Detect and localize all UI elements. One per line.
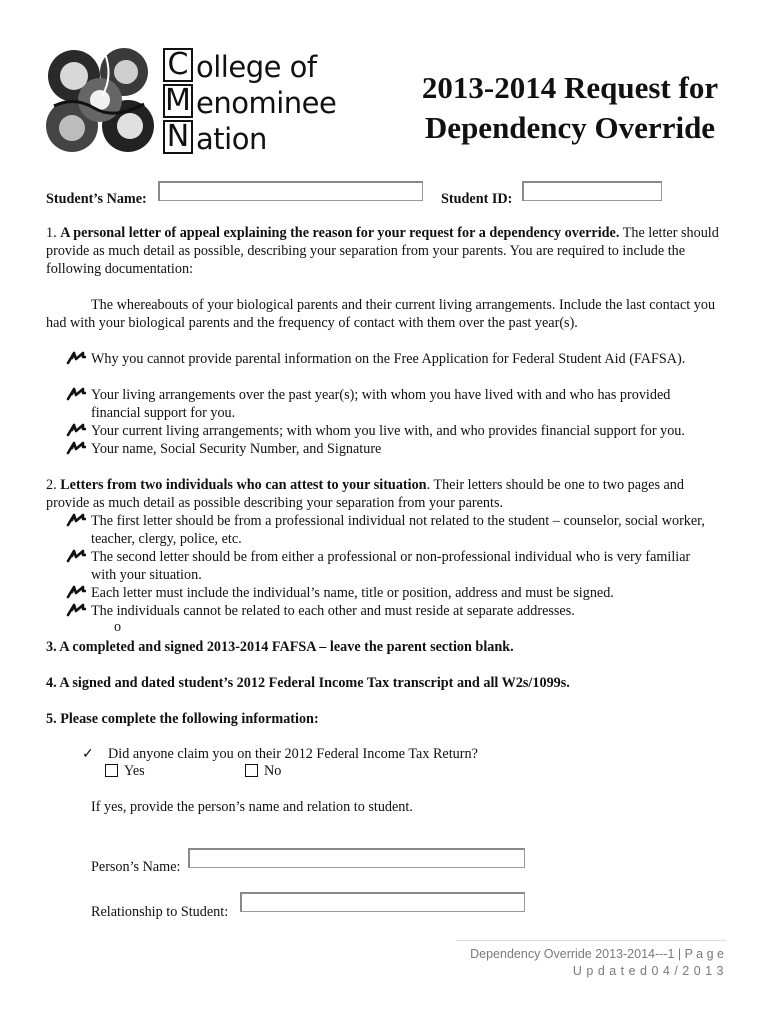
student-id-label: Student ID: bbox=[441, 191, 513, 207]
logo-initials bbox=[163, 46, 193, 156]
person-name-field[interactable] bbox=[188, 848, 525, 868]
section2-heading: Letters from two individuals who can attest to your situation bbox=[60, 477, 427, 493]
if-yes-instruction: If yes, provide the person’s name and relation to student. bbox=[91, 799, 413, 815]
arrow-bullet-icon bbox=[66, 584, 86, 600]
logo-line3: ation bbox=[196, 122, 267, 156]
arrow-bullet-icon bbox=[66, 602, 86, 618]
footer-page: Dependency Override 2013-2014---1 | P a g e bbox=[470, 947, 724, 961]
document-title bbox=[400, 68, 740, 148]
no-checkbox[interactable] bbox=[245, 764, 258, 777]
section1-heading: A personal letter of appeal explaining the reason for your request for a dependency override. bbox=[60, 225, 620, 241]
whereabouts-paragraph: The whereabouts of your biological parents and their current living arrangements. Include the last contact you had with your biological parents and the frequency of contact with them over the past year(s). bbox=[46, 297, 716, 331]
claim-question: Did anyone claim you on their 2012 Federal Income Tax Return? bbox=[108, 746, 478, 762]
section1-number: 1. bbox=[46, 225, 57, 241]
arrow-bullet-icon bbox=[66, 350, 86, 366]
s2-bullet-4: The individuals cannot be related to each other and must reside at separate addresses. bbox=[91, 603, 575, 619]
arrow-bullet-icon bbox=[66, 440, 86, 456]
arrow-bullet-icon bbox=[66, 422, 86, 438]
student-id-field[interactable] bbox=[522, 181, 662, 201]
s1-bullet-1: Why you cannot provide parental information on the Free Application for Federal Student Aid (FAFSA). bbox=[91, 351, 686, 367]
section2-number: 2. bbox=[46, 477, 57, 493]
logo-cap-n: N bbox=[163, 120, 193, 154]
s2-bullet-3: Each letter must include the individual’s name, title or position, address and must be signed. bbox=[91, 585, 614, 601]
s2-bullet-1: The first letter should be from a professional individual not related to the student – counselor, social worker, teacher, clergy, police, etc. bbox=[91, 513, 705, 547]
section4-heading: 4. A signed and dated student’s 2012 Federal Income Tax transcript and all W2s/1099s. bbox=[46, 675, 570, 691]
s2-bullet-2: The second letter should be from either a professional or non-professional individual who is very familiar with your situation. bbox=[91, 549, 691, 583]
person-name-label: Person’s Name: bbox=[91, 859, 181, 875]
relationship-label: Relationship to Student: bbox=[91, 904, 229, 920]
student-name-field[interactable] bbox=[158, 181, 423, 201]
yes-checkbox[interactable] bbox=[105, 764, 118, 777]
section1-text: The letter should provide as much detail as possible, describing your separation from your parents. You are required to include the following documentation: bbox=[46, 225, 719, 277]
animal-collage-icon bbox=[44, 46, 162, 156]
logo-artwork bbox=[44, 46, 162, 156]
logo-line1: ollege of bbox=[196, 50, 317, 84]
arrow-bullet-icon bbox=[66, 386, 86, 402]
title-line2: Dependency Override bbox=[424, 110, 716, 145]
arrow-bullet-icon bbox=[66, 512, 86, 528]
no-label: No bbox=[264, 763, 282, 779]
page-footer bbox=[430, 946, 724, 980]
title-line1: 2013-2014 Request for bbox=[421, 70, 719, 105]
empty-sub-bullet: o bbox=[114, 619, 122, 635]
section3-heading: 3. A completed and signed 2013-2014 FAFSA – leave the parent section blank. bbox=[46, 639, 514, 655]
logo-line2: enominee bbox=[196, 86, 337, 120]
logo-cap-c: C bbox=[163, 48, 193, 82]
s1-bullet-4: Your name, Social Security Number, and Signature bbox=[91, 441, 382, 457]
s1-bullet-3: Your current living arrangements; with whom you live with, and who provides financial support for you. bbox=[91, 423, 685, 439]
logo-cap-m: M bbox=[163, 84, 193, 118]
student-name-label: Student’s Name: bbox=[46, 191, 147, 207]
section1-paragraph bbox=[46, 224, 726, 278]
section2-text: . Their letters should be one to two pages and provide as much detail as possible describing your separation from your parents. bbox=[46, 477, 684, 511]
arrow-bullet-icon bbox=[66, 548, 86, 564]
yes-label: Yes bbox=[124, 763, 145, 779]
section2-paragraph bbox=[46, 476, 716, 512]
checkmark-icon: ✓ bbox=[82, 746, 94, 762]
footer-updated: U p d a t e d 0 4 / 2 0 1 3 bbox=[572, 964, 724, 978]
section5-heading: 5. Please complete the following information: bbox=[46, 711, 319, 727]
footer-divider bbox=[456, 940, 726, 941]
relationship-field[interactable] bbox=[240, 892, 525, 912]
s1-bullet-2: Your living arrangements over the past year(s); with whom you have lived with and who has provided financial support for you. bbox=[91, 387, 671, 421]
